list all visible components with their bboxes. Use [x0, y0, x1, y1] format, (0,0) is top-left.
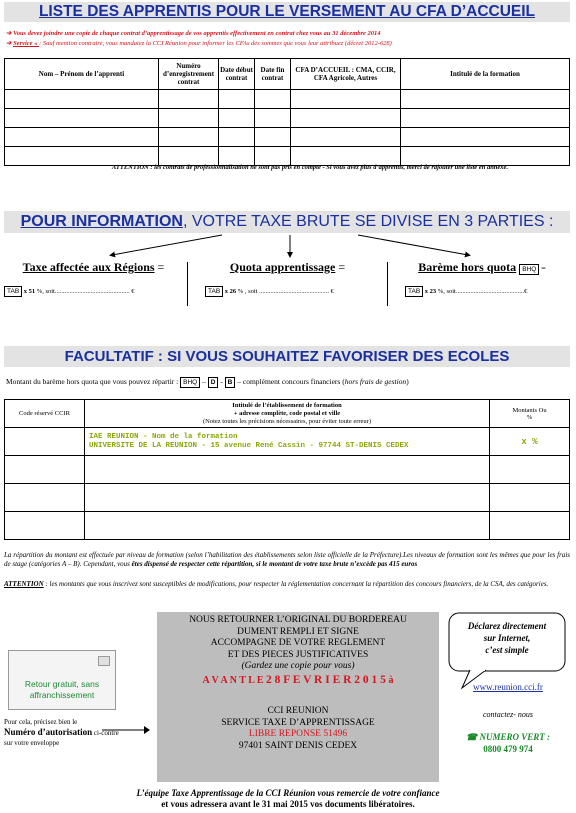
- table-row: [5, 109, 570, 128]
- optional-band: [4, 346, 570, 367]
- info-part-bhq-calc: TAB x 23 %, soit..........................................€: [405, 286, 575, 297]
- info-arrows: [0, 233, 576, 259]
- arrow-right-icon: [100, 725, 150, 735]
- col-training: Intitulé de la formation: [401, 59, 570, 90]
- table-row: [5, 147, 570, 166]
- contact-label: contactez- nous: [483, 710, 533, 719]
- school-amount[interactable]: x %: [490, 428, 570, 456]
- website-link[interactable]: www.reunion.cci.fr: [473, 682, 543, 692]
- b-tag: B: [225, 377, 236, 388]
- info-part-quota-title: Quota apprentissage =: [229, 260, 346, 274]
- info-title: POUR INFORMATION, VOTRE TAXE BRUTE SE DIVISE EN 3 PARTIES :: [20, 213, 554, 230]
- info-band: [4, 211, 570, 233]
- optional-title: FACULTATIF : SI VOUS SOUHAITEZ FAVORISER DES ECOLES: [64, 348, 510, 365]
- footer-message: L’équipe Taxe Apprentissage de la CCI Réunion vous remercie de votre confiance et vous adressera avant le 31 mai 2015 vos documents libératoires.: [136, 788, 440, 809]
- header-note-1: ➔ Vous devez joindre une copie de chaque contrat d’apprentissage de vos apprentis effectivement en contrat chez vous au 31 décembre 2014: [6, 30, 381, 37]
- col-code: Code réservé CCIR: [5, 400, 85, 428]
- repartition-attention: ATTENTION : les montants que vous inscrivez sont susceptibles de modifications, pour respecter la réglementation concernant la répartition des concours financiers, de la CSA, des catégories.: [4, 580, 549, 588]
- table-row: [5, 128, 570, 147]
- repartition-paragraph: La répartition du montant est effectuée par niveau de formation (selon l’habilitation des établissements selon liste officielle de la Préfecture).Les niveaux de formation sont les mêmes que pour les frais de stage (catégories A – B). Cependant, vous êtes dispensé de respecter cette répartition, si le montant de votre taxe brute n’excède pas 415 euros: [4, 551, 570, 568]
- table-row: [5, 90, 570, 109]
- envelope-illustration: [8, 650, 116, 710]
- table-row: [5, 484, 570, 512]
- phone-number[interactable]: 0800 479 974: [483, 744, 533, 754]
- schools-table: [4, 399, 570, 540]
- info-part-regions-title: Taxe affectée aux Régions =: [22, 260, 165, 274]
- apprentices-table: [4, 58, 570, 166]
- tab-box: TAB: [205, 286, 223, 297]
- bubble-text: Déclarez directement sur Internet, c’est simple: [467, 621, 547, 655]
- return-deadline: A V A N T L E 2 8 F E V R I E R 2 0 1 5 à: [202, 673, 394, 686]
- col-amount: Montants Ou %: [490, 400, 570, 428]
- bhq-tag: BHQ: [180, 377, 200, 388]
- school-entry[interactable]: IAE REUNION - Nom de la formation UNIVERSITE DE LA REUNION - 15 avenue René Cassin - 97744 ST-DENIS CEDEX: [85, 428, 490, 456]
- table-row: [5, 428, 570, 456]
- header-note-2: ➔ Service « : Sauf mention contraire, vous mandatez la CCI Réunion pour informer les CFAs des sommes que vous leur attribuez (décret 2012-628): [6, 40, 392, 47]
- col-start-date: Date début contrat: [219, 59, 255, 90]
- header-band: [4, 2, 570, 22]
- info-part-regions-calc: TAB x 51 %, soit.............................................. €: [4, 286, 184, 297]
- return-address: CCI REUNION SERVICE TAXE D’APPRENTISSAGE LIBRE REPONSE 51496 97401 SAINT DENIS CEDEX: [221, 706, 375, 751]
- table-row: [5, 512, 570, 540]
- arrow-left: [112, 235, 222, 255]
- col-contract-number: Numéro d’enregistrement contrat: [159, 59, 219, 90]
- bhq-tag: BHQ: [519, 264, 539, 275]
- return-instructions-box: NOUS RETOURNER L’ORIGINAL DU BORDEREAU DUMENT REMPLI ET SIGNE ACCOMPAGNE DE VOTRE REGLEMENT ET DES PIECES JUSTIFICATIVES (Gardez une copie pour vous) A V A N T L E 2 8 F E V R I E R 2 0 1 5 à CCI REUNION SERVICE TAXE D’APPRENTISSAGE LIBRE REPONSE 51496 97401 SAINT DENIS CEDEX: [157, 612, 439, 782]
- table-row: [5, 456, 570, 484]
- envelope-caption: Pour cela, précisez bien le Numéro d’autorisation ci-contre sur votre enveloppe: [4, 718, 119, 747]
- col-name: Nom – Prénom de l’apprenti: [5, 59, 159, 90]
- green-number-label: ☎ NUMERO VERT :: [466, 732, 550, 742]
- envelope-stamp: [98, 656, 110, 666]
- envelope-text: Retour gratuit, sans affranchissement: [24, 679, 100, 700]
- col-end-date: Date fin contrat: [255, 59, 291, 90]
- arrow-right: [358, 235, 468, 255]
- apprentices-attention: ATTENTION : les contrats de professionnalisation ne sont pas pris en compte - Si vous avez plus d’apprentis, merci de rajouter une liste en annexe.: [111, 164, 509, 171]
- optional-description: Montant du barème hors quota que vous pouvez répartir : BHQ – D - B – complément concours financiers (hors frais de gestion): [6, 377, 409, 386]
- info-part-quota-calc: TAB x 26 % , soit ........................................... €: [205, 286, 385, 297]
- page-title: LISTE DES APPRENTIS POUR LE VERSEMENT AU CFA D’ACCUEIL: [38, 3, 536, 20]
- d-tag: D: [208, 377, 219, 388]
- tab-box: TAB: [405, 286, 423, 297]
- col-cfa: CFA D’ACCUEIL : CMA, CCIR, CFA Agricole, Autres: [291, 59, 401, 90]
- col-establishment: Intitulé de l’établissement de formation + adresse complète, code postal et ville (Notez toutes les précisions nécessaires, pour éviter toute erreur): [85, 400, 490, 428]
- info-part-bhq-title: Barème hors quota BHQ =: [418, 260, 546, 274]
- tab-box: TAB: [4, 286, 22, 297]
